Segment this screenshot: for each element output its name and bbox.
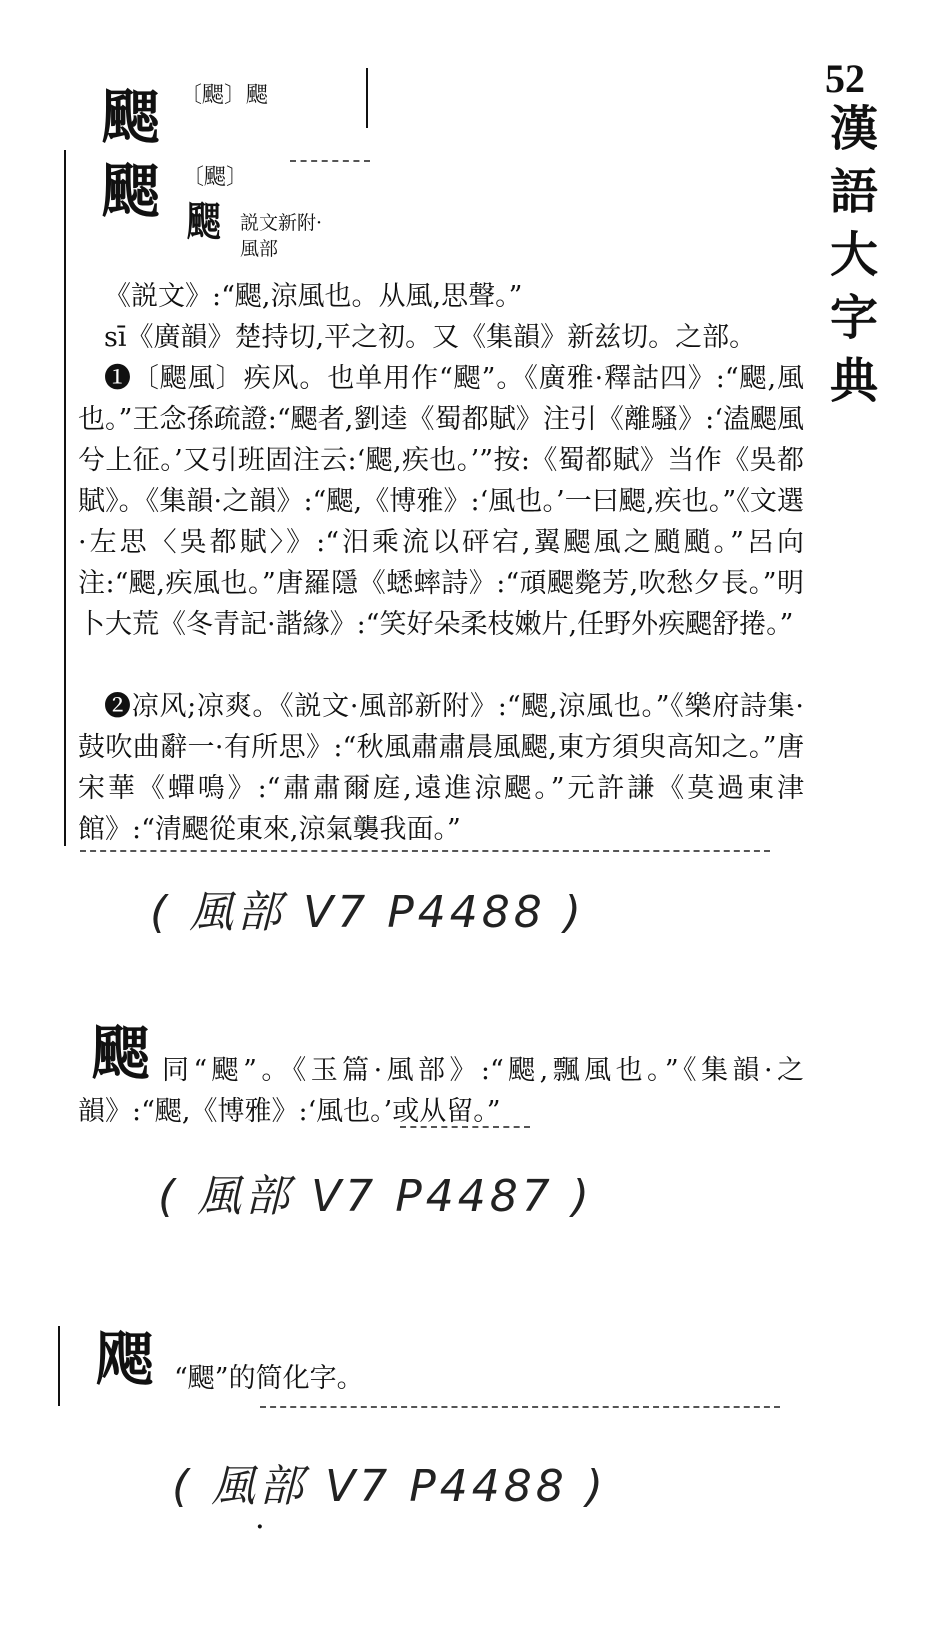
entry1-headword: 颸 bbox=[102, 83, 161, 151]
entry3-headword: 颸 bbox=[92, 1019, 151, 1087]
entry4-left-rule bbox=[58, 1326, 60, 1406]
entry3-definition: 同“颸”。《玉篇·風部》:“颸,飄風也。”《集韻·之韻》:“颸,《博雅》:‘風也。’或从留。” bbox=[78, 1055, 804, 1127]
seal-script-glyph: 颸 bbox=[187, 198, 221, 245]
entry2-sense2: ❷凉风;凉爽。《説文·風部新附》:“颸,涼風也。”《樂府詩集·鼓吹曲辭一·有所思》:“秋風肅肅晨風颸,東方須臾高知之。”唐宋華《蟬鳴》:“肅肅爾庭,遠進涼颸。”元許謙《莫過東津館》:“清颸從東來,涼氣襲我面。” bbox=[78, 691, 804, 845]
entry1-bottom-rule bbox=[290, 160, 370, 162]
entry2-sense1: ❶〔颸風〕疾风。也单用作“颸”。《廣雅·釋詁四》:“颸,風也。”王念孫疏證:“颸者,劉逵《蜀都賦》注引《離騷》:‘溘颸風兮上征。’又引班固注云:‘颸,疾也。’”按:《蜀都賦》当作《吳都賦》。《集韻·之韻》:“颸,《博雅》:‘風也。’一曰颸,疾也。”《文選·左思〈吳都賦〉》:“汨乘流以砰宕,翼颸風之颵颵。”呂向注:“颸,疾風也。”唐羅隱《蟋蟀詩》:“頑颸斃芳,吹愁夕長。”明卜大荒《冬青記·諧緣》:“笑好朵柔枝嫩片,任野外疾颸舒捲。” bbox=[78, 363, 804, 640]
entry2-headword: 颸 bbox=[102, 157, 161, 225]
handwritten-note-3: ( 風部 V7 P4488 ) bbox=[172, 1461, 607, 1512]
handwritten-note-1: ( 風部 V7 P4488 ) bbox=[150, 887, 585, 938]
entry3-bottom-rule bbox=[400, 1126, 530, 1128]
stray-ink-mark: · bbox=[256, 1514, 264, 1540]
entry2-left-rule bbox=[64, 150, 66, 846]
entry4-definition: “颸”的简化字。 bbox=[174, 1363, 364, 1394]
entry4-headword: 飔 bbox=[96, 1325, 155, 1393]
entry4-bottom-rule bbox=[260, 1406, 780, 1408]
book-title: 漢語大字典 bbox=[829, 101, 878, 409]
entry2-bottom-rule bbox=[80, 850, 770, 852]
page-number: 52 bbox=[825, 56, 865, 101]
seal-source-line1: 説文新附· bbox=[240, 212, 323, 234]
entry2-shuowen: 《説文》:“颸,涼風也。从風,思聲。” bbox=[104, 281, 523, 312]
entry1-right-rule bbox=[366, 68, 368, 128]
entry2-variant: 〔颸〕 bbox=[182, 165, 249, 190]
entry2-pronunciation: sī《廣韻》楚持切,平之初。又《集韻》新兹切。之部。 bbox=[104, 322, 757, 353]
handwritten-note-2: ( 風部 V7 P4487 ) bbox=[158, 1171, 593, 1222]
entry1-variant: 〔颸〕颸 bbox=[180, 83, 269, 108]
seal-source-line2: 風部 bbox=[240, 238, 279, 260]
